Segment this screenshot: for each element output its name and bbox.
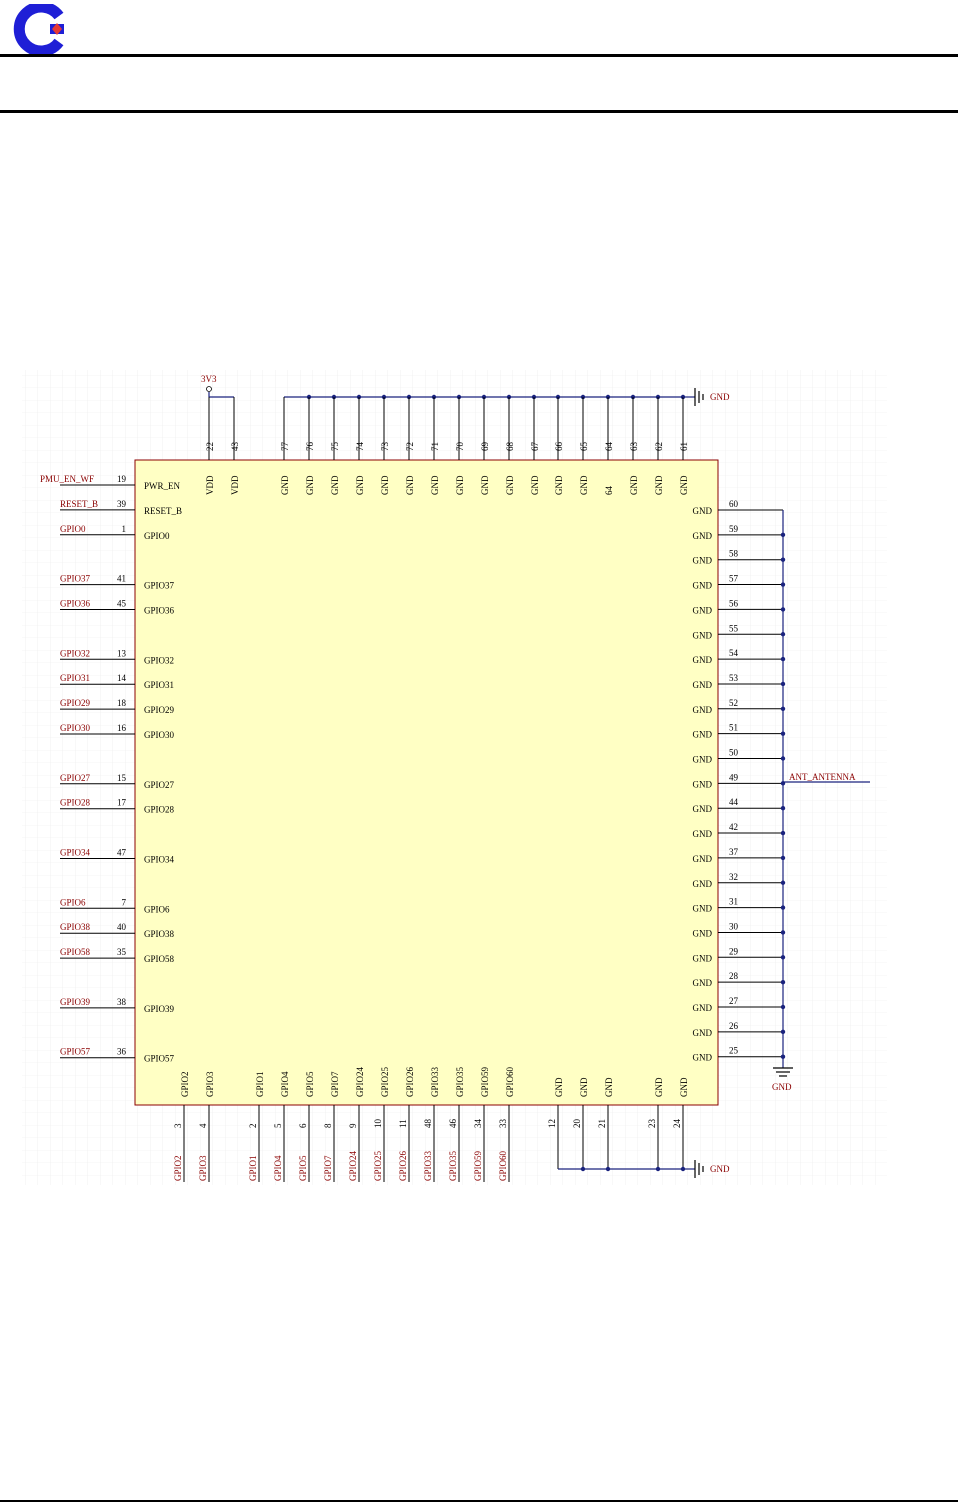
left-pin-13-name: GPIO32 bbox=[144, 655, 175, 666]
gnd-label-right: GND bbox=[772, 1082, 792, 1092]
right-pin-56-number: 56 bbox=[729, 598, 738, 609]
right-pin-27-number: 27 bbox=[729, 996, 738, 1006]
left-pin-18-name: GPIO29 bbox=[144, 705, 175, 716]
bottom-pin-8-number: 8 bbox=[323, 1123, 333, 1128]
left-pin-41-number: 41 bbox=[117, 573, 126, 584]
bottom-net-GPIO33-label: GPIO33 bbox=[423, 1150, 433, 1181]
right-pin-50-name: GND bbox=[692, 754, 712, 765]
right-pin-56-name: GND bbox=[692, 605, 712, 616]
bottom-net-GPIO35-label: GPIO35 bbox=[448, 1150, 458, 1181]
top-pin-62-number: 62 bbox=[654, 442, 664, 451]
power-net-label: 3V3 bbox=[201, 374, 217, 384]
right-pin-32-name: GND bbox=[692, 878, 712, 889]
right-pin-60-number: 60 bbox=[729, 499, 738, 509]
top-pin-72-name: GND bbox=[405, 475, 415, 495]
bottom-pin-21-name: GND bbox=[604, 1077, 614, 1097]
right-pin-58-number: 58 bbox=[729, 548, 738, 559]
top-pin-66-name: GND bbox=[554, 475, 564, 495]
top-pin-65-name: GND bbox=[579, 475, 589, 495]
top-pin-71-number: 71 bbox=[430, 442, 440, 451]
left-net-GPIO27-label: GPIO27 bbox=[60, 772, 91, 783]
left-pin-36-name: GPIO57 bbox=[144, 1053, 175, 1064]
right-pin-30-name: GND bbox=[692, 928, 712, 939]
left-net-PMU_EN_WF-label: PMU_EN_WF bbox=[40, 474, 95, 484]
right-pin-25-number: 25 bbox=[729, 1045, 738, 1056]
bottom-pin-34-number: 34 bbox=[473, 1119, 483, 1128]
antenna-net-label: ANT_ANTENNA bbox=[789, 772, 856, 782]
gnd-label-bottom: GND bbox=[710, 1164, 730, 1174]
right-pin-37-number: 37 bbox=[729, 846, 738, 857]
top-pin-63-number: 63 bbox=[629, 442, 639, 451]
top-pin-69-number: 69 bbox=[480, 442, 490, 451]
left-pin-40-name: GPIO38 bbox=[144, 929, 175, 940]
right-pin-42-name: GND bbox=[692, 829, 712, 840]
left-net-RESET_B-label: RESET_B bbox=[60, 498, 99, 509]
right-pin-29-number: 29 bbox=[729, 946, 738, 957]
right-pin-42-number: 42 bbox=[729, 822, 738, 833]
bottom-pin-5-name: GPIO4 bbox=[280, 1071, 290, 1097]
top-pin-77-number: 77 bbox=[280, 442, 290, 451]
left-pin-19-name: PWR_EN bbox=[144, 481, 180, 491]
top-pin-74-number: 74 bbox=[355, 442, 365, 451]
top-pin-65-number: 65 bbox=[579, 442, 589, 451]
bottom-pin-10-number: 10 bbox=[373, 1119, 383, 1128]
bottom-pin-24-name: GND bbox=[679, 1077, 689, 1097]
top-pin-77-name: GND bbox=[280, 475, 290, 495]
top-pin-67-number: 67 bbox=[530, 442, 540, 451]
bottom-pin-48-number: 48 bbox=[423, 1119, 433, 1128]
left-pin-17-name: GPIO28 bbox=[144, 804, 175, 815]
left-net-GPIO37-label: GPIO37 bbox=[60, 573, 91, 584]
top-pin-73-name: GND bbox=[380, 475, 390, 495]
bottom-pin-10-name: GPIO25 bbox=[380, 1066, 390, 1097]
right-pin-31-number: 31 bbox=[729, 896, 738, 907]
left-pin-17-number: 17 bbox=[117, 797, 126, 808]
top-pin-62-name: GND bbox=[654, 475, 664, 495]
top-pin-67-name: GND bbox=[530, 475, 540, 495]
right-pin-60-name: GND bbox=[692, 506, 712, 516]
bottom-pin-24-number: 24 bbox=[672, 1119, 682, 1128]
right-pin-54-number: 54 bbox=[729, 648, 738, 659]
right-pin-59-number: 59 bbox=[729, 523, 738, 534]
right-pin-55-name: GND bbox=[692, 630, 712, 641]
right-pin-25-name: GND bbox=[692, 1052, 712, 1063]
bottom-pin-4-name: GPIO3 bbox=[205, 1071, 215, 1097]
right-pin-52-name: GND bbox=[692, 704, 712, 715]
bottom-pin-33-number: 33 bbox=[498, 1119, 508, 1128]
top-pin-75-name: GND bbox=[330, 475, 340, 495]
top-pin-43-number: 43 bbox=[230, 442, 240, 451]
top-pin-72-number: 72 bbox=[405, 442, 415, 451]
bottom-pin-3-name: GPIO2 bbox=[180, 1071, 190, 1097]
left-net-GPIO6-label: GPIO6 bbox=[60, 897, 86, 908]
top-pin-66-number: 66 bbox=[554, 442, 564, 451]
right-pin-59-name: GND bbox=[692, 530, 712, 541]
bottom-pin-2-name: GPIO1 bbox=[255, 1071, 265, 1097]
right-pin-44-number: 44 bbox=[729, 797, 738, 808]
left-pin-13-number: 13 bbox=[117, 648, 126, 659]
left-pin-1-number: 1 bbox=[121, 523, 126, 534]
left-net-GPIO31-label: GPIO31 bbox=[60, 673, 91, 684]
bottom-pin-23-name: GND bbox=[654, 1077, 664, 1097]
bottom-pin-11-number: 11 bbox=[398, 1119, 408, 1128]
right-pin-26-number: 26 bbox=[729, 1020, 738, 1031]
bottom-net-GPIO5-label: GPIO5 bbox=[298, 1155, 308, 1181]
left-pin-41-name: GPIO37 bbox=[144, 580, 175, 591]
top-pin-75-number: 75 bbox=[330, 442, 340, 451]
bottom-pin-46-name: GPIO35 bbox=[455, 1066, 465, 1097]
left-net-GPIO36-label: GPIO36 bbox=[60, 598, 91, 609]
top-pin-61-name: GND bbox=[679, 475, 689, 495]
left-net-GPIO39-label: GPIO39 bbox=[60, 996, 91, 1007]
top-pin-43-name: VDD bbox=[230, 475, 240, 495]
gnd-label-top: GND bbox=[710, 392, 730, 402]
bottom-net-GPIO25-label: GPIO25 bbox=[373, 1150, 383, 1181]
top-pin-76-name: GND bbox=[305, 475, 315, 495]
left-net-GPIO57-label: GPIO57 bbox=[60, 1046, 91, 1057]
bottom-pin-20-name: GND bbox=[579, 1077, 589, 1097]
left-pin-15-name: GPIO27 bbox=[144, 779, 175, 790]
right-pin-27-name: GND bbox=[692, 1003, 712, 1013]
right-pin-57-name: GND bbox=[692, 580, 712, 591]
top-pin-68-number: 68 bbox=[505, 442, 515, 451]
bottom-pin-11-name: GPIO26 bbox=[405, 1066, 415, 1097]
bottom-pin-20-number: 20 bbox=[572, 1119, 582, 1128]
left-pin-38-number: 38 bbox=[117, 996, 126, 1007]
right-pin-32-number: 32 bbox=[729, 871, 738, 882]
left-net-GPIO32-label: GPIO32 bbox=[60, 648, 91, 659]
bottom-pin-3-number: 3 bbox=[173, 1123, 183, 1128]
top-pin-70-number: 70 bbox=[455, 442, 465, 451]
left-pin-7-number: 7 bbox=[121, 897, 126, 908]
left-pin-15-number: 15 bbox=[117, 772, 126, 783]
bottom-pin-5-number: 5 bbox=[273, 1123, 283, 1128]
bottom-net-GPIO1-label: GPIO1 bbox=[248, 1155, 258, 1181]
left-pin-16-name: GPIO30 bbox=[144, 730, 175, 740]
right-pin-44-name: GND bbox=[692, 804, 712, 815]
left-net-GPIO29-label: GPIO29 bbox=[60, 698, 91, 709]
bottom-pin-2-number: 2 bbox=[248, 1123, 258, 1128]
bottom-pin-34-name: GPIO59 bbox=[480, 1066, 490, 1097]
left-pin-39-name: RESET_B bbox=[144, 505, 183, 516]
left-pin-19-number: 19 bbox=[117, 474, 126, 484]
top-pin-69-name: GND bbox=[480, 475, 490, 495]
bottom-pin-6-name: GPIO5 bbox=[305, 1071, 315, 1097]
right-pin-58-name: GND bbox=[692, 555, 712, 566]
left-pin-14-name: GPIO31 bbox=[144, 680, 175, 691]
bottom-net-GPIO26-label: GPIO26 bbox=[398, 1150, 408, 1181]
bottom-pin-48-name: GPIO33 bbox=[430, 1066, 440, 1097]
bottom-gnd-junction bbox=[606, 1167, 610, 1171]
bottom-net-GPIO7-label: GPIO7 bbox=[323, 1155, 333, 1181]
right-pin-50-number: 50 bbox=[729, 747, 738, 758]
right-pin-57-number: 57 bbox=[729, 573, 738, 584]
bottom-net-GPIO2-label: GPIO2 bbox=[173, 1155, 183, 1181]
left-net-GPIO38-label: GPIO38 bbox=[60, 922, 91, 933]
right-pin-54-name: GND bbox=[692, 655, 712, 666]
left-pin-35-number: 35 bbox=[117, 947, 126, 958]
right-pin-28-number: 28 bbox=[729, 971, 738, 982]
bottom-net-GPIO24-label: GPIO24 bbox=[348, 1150, 358, 1181]
bottom-pin-46-number: 46 bbox=[448, 1119, 458, 1128]
bottom-pin-12-name: GND bbox=[554, 1077, 564, 1097]
top-pin-64-number: 64 bbox=[604, 442, 614, 451]
bottom-net-GPIO4-label: GPIO4 bbox=[273, 1155, 283, 1181]
right-pin-53-name: GND bbox=[692, 679, 712, 690]
top-pin-64-name: 64 bbox=[604, 486, 614, 495]
bottom-net-GPIO59-label: GPIO59 bbox=[473, 1150, 483, 1181]
left-pin-45-number: 45 bbox=[117, 598, 126, 609]
left-pin-40-number: 40 bbox=[117, 922, 126, 933]
left-pin-38-name: GPIO39 bbox=[144, 1003, 175, 1014]
top-pin-76-number: 76 bbox=[305, 442, 315, 451]
bottom-pin-4-number: 4 bbox=[198, 1123, 208, 1128]
left-pin-14-number: 14 bbox=[117, 673, 126, 684]
top-pin-71-name: GND bbox=[430, 475, 440, 495]
left-pin-18-number: 18 bbox=[117, 698, 126, 709]
top-pin-61-number: 61 bbox=[679, 442, 689, 451]
top-pin-73-number: 73 bbox=[380, 442, 390, 451]
right-pin-28-name: GND bbox=[692, 978, 712, 989]
bottom-net-GPIO60-label: GPIO60 bbox=[498, 1150, 508, 1181]
top-pin-22-number: 22 bbox=[205, 442, 215, 451]
left-pin-35-name: GPIO58 bbox=[144, 954, 175, 965]
right-pin-53-number: 53 bbox=[729, 672, 738, 683]
left-net-GPIO28-label: GPIO28 bbox=[60, 797, 91, 808]
right-pin-49-number: 49 bbox=[729, 772, 738, 783]
top-pin-70-name: GND bbox=[455, 475, 465, 495]
right-pin-30-number: 30 bbox=[729, 921, 738, 932]
right-pin-31-name: GND bbox=[692, 903, 712, 914]
right-pin-37-name: GND bbox=[692, 853, 712, 864]
bottom-pin-8-name: GPIO7 bbox=[330, 1071, 340, 1097]
right-pin-52-number: 52 bbox=[729, 697, 738, 708]
left-pin-47-name: GPIO34 bbox=[144, 854, 175, 865]
top-pin-68-name: GND bbox=[505, 475, 515, 495]
bottom-pin-9-name: GPIO24 bbox=[355, 1066, 365, 1097]
right-pin-29-name: GND bbox=[692, 953, 712, 964]
left-pin-7-name: GPIO6 bbox=[144, 904, 170, 915]
bottom-pin-21-number: 21 bbox=[597, 1119, 607, 1128]
bottom-pin-9-number: 9 bbox=[348, 1123, 358, 1128]
right-pin-26-name: GND bbox=[692, 1027, 712, 1038]
right-pin-51-number: 51 bbox=[729, 722, 738, 733]
bottom-gnd-junction bbox=[581, 1167, 585, 1171]
bottom-net-GPIO3-label: GPIO3 bbox=[198, 1155, 208, 1181]
bottom-gnd-junction bbox=[656, 1167, 660, 1171]
right-pin-51-name: GND bbox=[692, 729, 712, 740]
right-pin-55-number: 55 bbox=[729, 623, 738, 634]
left-pin-45-name: GPIO36 bbox=[144, 605, 175, 616]
left-net-GPIO58-label: GPIO58 bbox=[60, 947, 91, 958]
top-pin-63-name: GND bbox=[629, 475, 639, 495]
bottom-pin-6-number: 6 bbox=[298, 1123, 308, 1128]
module-chip-body bbox=[135, 460, 718, 1105]
bottom-pin-12-number: 12 bbox=[547, 1119, 557, 1128]
left-net-GPIO34-label: GPIO34 bbox=[60, 847, 91, 858]
bottom-pin-23-number: 23 bbox=[647, 1119, 657, 1128]
left-pin-36-number: 36 bbox=[117, 1046, 126, 1057]
left-pin-39-number: 39 bbox=[117, 498, 126, 509]
top-pin-74-name: GND bbox=[355, 475, 365, 495]
top-pin-22-name: VDD bbox=[205, 475, 215, 495]
left-net-GPIO0-label: GPIO0 bbox=[60, 523, 86, 534]
left-net-GPIO30-label: GPIO30 bbox=[60, 723, 91, 733]
left-pin-1-name: GPIO0 bbox=[144, 530, 170, 541]
bottom-pin-33-name: GPIO60 bbox=[505, 1066, 515, 1097]
left-pin-16-number: 16 bbox=[117, 723, 126, 733]
right-pin-49-name: GND bbox=[692, 779, 712, 790]
left-pin-47-number: 47 bbox=[117, 847, 126, 858]
